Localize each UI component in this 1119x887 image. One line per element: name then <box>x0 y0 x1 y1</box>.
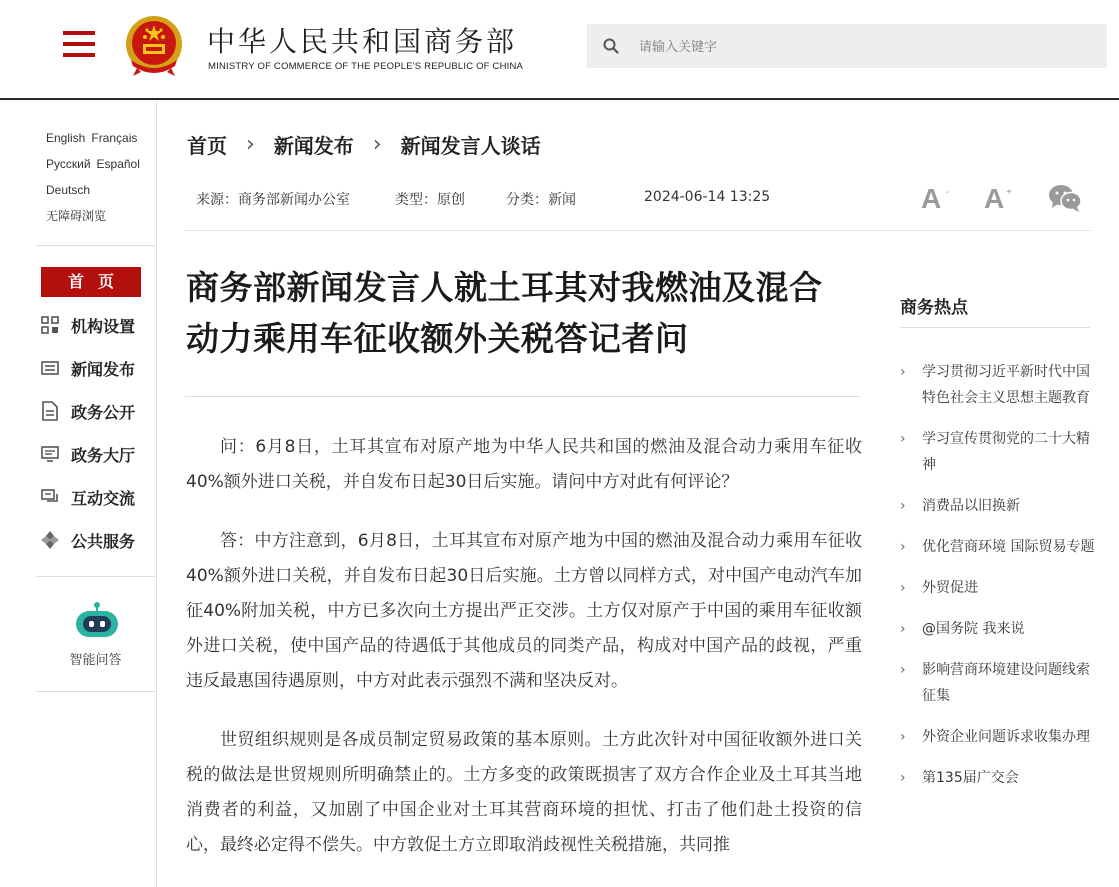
robot-assistant-icon[interactable] <box>74 601 120 641</box>
sidebar-item-news[interactable] <box>40 354 135 382</box>
grid-icon <box>40 315 60 335</box>
hot-topic-item[interactable] <box>900 426 1096 478</box>
article-title: 商务部新闻发言人就土耳其对我燃油及混合动力乘用车征收额外关税答记者问 <box>186 268 823 358</box>
meta-category: 分类：新闻 <box>506 192 576 208</box>
divider <box>185 396 860 397</box>
breadcrumb <box>187 130 541 159</box>
chat-icon <box>40 487 60 507</box>
diamond-icon <box>40 530 60 550</box>
breadcrumb-news[interactable]: 新闻发布 <box>273 134 354 158</box>
national-emblem-icon[interactable] <box>123 14 185 78</box>
monitor-icon <box>40 444 60 464</box>
sidebar-item-label: 公共服务 <box>71 531 136 551</box>
sidebar-item-label: 政务公开 <box>71 402 136 422</box>
sidebar-item-label: 机构设置 <box>71 316 136 336</box>
search-icon[interactable] <box>603 38 619 54</box>
hot-topic-label: 消费品以旧换新 <box>922 498 1020 514</box>
sidebar-item-label: 互动交流 <box>71 488 136 508</box>
font-decrease-icon[interactable]: A - <box>921 183 949 214</box>
sidebar-item-gov-affairs[interactable] <box>40 397 135 425</box>
divider <box>36 576 155 577</box>
sidebar-item-organization[interactable] <box>40 311 135 339</box>
lang-french-link[interactable]: Français <box>91 131 138 145</box>
sidebar-item-public-service[interactable] <box>40 526 135 554</box>
hot-topic-label: 学习宣传贯彻党的二十大精神 <box>922 431 1090 473</box>
article-meta-bar <box>185 175 1091 231</box>
search-bar <box>587 24 1107 68</box>
breadcrumb-home[interactable]: 首页 <box>187 134 227 158</box>
hot-topic-label: 学习贯彻习近平新时代中国特色社会主义思想主题教育 <box>922 364 1090 406</box>
divider <box>36 245 155 246</box>
hot-topic-label: 第135届广交会 <box>922 770 1019 786</box>
hot-topic-item[interactable] <box>900 534 1096 560</box>
lang-english-link[interactable]: English <box>46 131 86 145</box>
meta-type: 类型：原创 <box>395 192 465 208</box>
hot-topic-label: 影响营商环境建设问题线索征集 <box>922 662 1090 704</box>
lang-spanish-link[interactable]: Español <box>96 157 140 171</box>
chevron-right-icon: › <box>900 621 906 637</box>
chevron-right-icon: › <box>246 132 255 157</box>
language-links <box>46 125 156 229</box>
chevron-right-icon: › <box>900 580 906 596</box>
document-icon <box>40 401 60 421</box>
breadcrumb-spokesperson[interactable]: 新闻发言人谈话 <box>400 134 541 158</box>
sidebar-item-label: 新闻发布 <box>71 359 136 379</box>
font-increase-icon[interactable]: A + <box>984 183 1012 214</box>
hamburger-menu-icon[interactable] <box>63 31 95 57</box>
sidebar-item-interaction[interactable] <box>40 483 135 511</box>
hot-topics-title: 商务热点 <box>900 298 968 318</box>
chevron-right-icon: › <box>900 662 906 678</box>
chevron-right-icon: › <box>372 132 382 157</box>
hot-topic-item[interactable] <box>900 616 1096 642</box>
newspaper-icon <box>40 358 60 378</box>
hot-topic-item[interactable] <box>900 657 1096 709</box>
article-paragraph: 问：6月8日，土耳其宣布对原产地为中华人民共和国的燃油及混合动力乘用车征收40%额外进口关税，并自发布日起30日后实施。请问中方对此有何评论？ <box>186 437 862 492</box>
chevron-right-icon: › <box>900 431 906 447</box>
chevron-right-icon: › <box>900 729 906 745</box>
article-body <box>186 430 862 887</box>
hot-topics-list <box>900 359 1096 806</box>
sidebar-item-label: 政务大厅 <box>71 445 136 465</box>
divider <box>900 327 1090 328</box>
robot-assistant-label[interactable]: 智能问答 <box>69 653 122 668</box>
lang-german-link[interactable]: Deutsch <box>46 183 91 197</box>
chevron-right-icon: › <box>900 539 906 555</box>
divider <box>36 691 155 692</box>
site-header <box>0 0 1119 100</box>
lang-russian-link[interactable]: Русский <box>46 157 91 171</box>
chevron-right-icon: › <box>900 770 906 786</box>
hot-topic-label: 外贸促进 <box>922 580 978 596</box>
hot-topic-item[interactable] <box>900 765 1096 791</box>
search-input[interactable] <box>637 35 1081 59</box>
article-paragraph: 世贸组织规则是各成员制定贸易政策的基本原则。土方此次针对中国征收额外进口关税的做法是世贸规则所明确禁止的。土方多变的政策既损害了双方合作企业及土耳其当地消费者的利益，又加剧了中国企业对土耳其营商环境的担忧、打击了他们赴土投资的信心，最终必定得不偿失。中方敦促土方立即取消歧视性关税措施，共同推 <box>186 730 862 855</box>
sidebar-home-button[interactable]: 首页 <box>41 267 141 297</box>
sidebar-item-service-hall[interactable] <box>40 440 135 468</box>
chevron-right-icon: › <box>900 498 906 514</box>
left-sidebar <box>36 101 157 887</box>
hot-topic-label: 优化营商环境 国际贸易专题 <box>922 539 1095 555</box>
hot-topic-item[interactable] <box>900 493 1096 519</box>
accessibility-link[interactable]: 无障碍浏览 <box>46 209 107 223</box>
hot-topic-label: @国务院 我来说 <box>922 621 1025 637</box>
site-name-en: MINISTRY OF COMMERCE OF THE PEOPLE'S REPUBLIC OF CHINA <box>208 61 524 72</box>
hot-topic-item[interactable] <box>900 359 1096 411</box>
site-name-cn[interactable]: 中华人民共和国商务部 <box>207 25 518 58</box>
chevron-right-icon: › <box>900 364 906 380</box>
hot-topic-item[interactable] <box>900 724 1096 750</box>
meta-source: 来源：商务部新闻办公室 <box>196 192 350 208</box>
hot-topic-item[interactable] <box>900 575 1096 601</box>
article-paragraph: 答：中方注意到，6月8日，土耳其宣布对原产地为中国的燃油及混合动力乘用车征收40%额外进口关税，并自发布日起30日后实施。土方曾以同样方式，对中国产电动汽车加征40%附加关税，中方已多次向土方提出严正交涉。土方仅对原产于中国的乘用车征收额外进口关税，使中国产品的待遇低于其他成员的同类产品，构成对中国产品的歧视，严重违反最惠国待遇原则，中方对此表示强烈不满和坚决反对。 <box>186 531 862 691</box>
meta-datetime: 2024-06-14 13:25 <box>644 189 771 205</box>
hot-topic-label: 外资企业问题诉求收集办理 <box>922 729 1090 745</box>
wechat-share-icon[interactable] <box>1048 183 1082 213</box>
